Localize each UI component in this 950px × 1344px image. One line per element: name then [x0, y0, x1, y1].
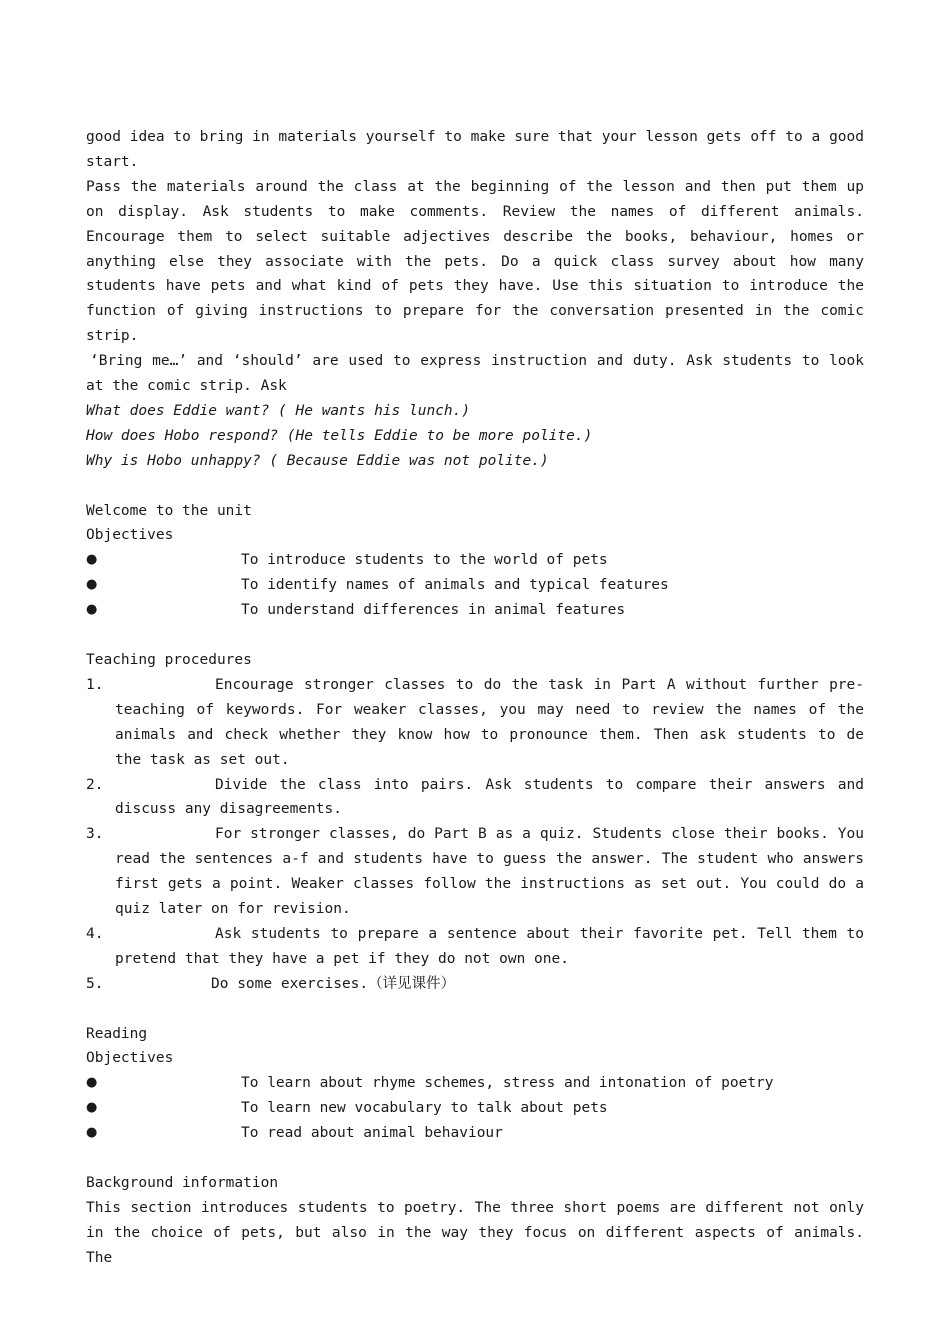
spacer — [86, 474, 864, 499]
bullet-icon: ● — [86, 602, 98, 618]
procedures-label: Teaching procedures — [86, 652, 252, 668]
objective-text: To learn about rhyme schemes, stress and intonation of poetry — [241, 1075, 774, 1092]
objective-text: To identify names of animals and typical features — [241, 577, 669, 594]
objective-item — [86, 1096, 864, 1121]
objectives-label: Objectives — [86, 1050, 174, 1067]
intro-paragraph-1: good idea to bring in materials yourself to make sure that your lesson gets off to a good start. — [86, 129, 864, 170]
objective-item — [86, 598, 864, 623]
comic-question-1: What does Eddie want? ( He wants his lunch.) — [86, 402, 471, 419]
procedure-number: 1. — [86, 676, 104, 693]
procedure-number: 5. — [86, 975, 104, 992]
background-label: Background information — [86, 1175, 279, 1191]
procedure-number: 3. — [86, 826, 104, 843]
procedure-item — [86, 673, 864, 773]
comic-question-2: How does Hobo respond? (He tells Eddie to be more polite.) — [86, 427, 593, 444]
background-paragraph: This section introduces students to poetry. The three short poems are different not only in the choice of pets, but also in the way they focus on different aspects of animals. The — [86, 1199, 864, 1266]
objective-text: To read about animal behaviour — [241, 1125, 503, 1142]
spacer — [86, 623, 864, 648]
objective-text: To learn new vocabulary to talk about pets — [241, 1100, 608, 1117]
procedure-text: For stronger classes, do Part B as a quiz. Students close their books. You read the sentences a-f and students have to guess the answer. The student who answers first gets a point. Weaker classes follow the instructions as set out. You could do a quiz later on for revision. — [115, 826, 864, 918]
document-page — [86, 125, 864, 1271]
section-title-reading: Reading — [86, 1025, 148, 1042]
intro-paragraph-2: Pass the materials around the class at the beginning of the lesson and then put them up on display. Ask students to make comments. Review the names of different animals. Encourage them to select suitable adjectives describe the books, behaviour, homes or anything else they associate with the pets. Do a quick class survey about how many students have pets and what kind of pets they have. Use this situation to introduce the function of giving instructions to prepare for the conversation presented in the comic strip. — [86, 178, 864, 345]
spacer — [86, 997, 864, 1022]
procedure-item — [86, 972, 864, 997]
bullet-icon: ● — [86, 577, 98, 593]
bullet-icon: ● — [86, 552, 98, 568]
objectives-label: Objectives — [86, 527, 174, 544]
objective-text: To introduce students to the world of pets — [241, 552, 608, 569]
intro-paragraph-3: ‘Bring me…’ and ‘should’ are used to express instruction and duty. Ask students to look at the comic strip. Ask — [86, 353, 864, 395]
comic-question-3: Why is Hobo unhappy? ( Because Eddie was not polite.) — [86, 452, 549, 469]
spacer — [86, 1146, 864, 1171]
bullet-icon: ● — [86, 1100, 98, 1116]
section-title-welcome: Welcome to the unit — [86, 502, 252, 519]
bullet-icon: ● — [86, 1075, 98, 1091]
objective-text: To understand differences in animal features — [241, 602, 626, 619]
objective-item — [86, 548, 864, 573]
procedure-text: Do some exercises.（详见课件） — [211, 975, 456, 992]
bullet-icon: ● — [86, 1125, 98, 1141]
procedure-item — [86, 922, 864, 972]
objective-item — [86, 1121, 864, 1146]
procedure-item — [86, 773, 864, 823]
procedure-number: 2. — [86, 776, 104, 793]
objective-item — [86, 1071, 864, 1096]
procedure-number: 4. — [86, 925, 104, 942]
procedure-text: Encourage stronger classes to do the task in Part A without further pre-teaching of keywords. For weaker classes, you may need to review the names of the animals and check whether they know how to pronounce them. Then ask students to de the task as set out. — [115, 676, 864, 768]
objective-item — [86, 573, 864, 598]
procedure-text: Divide the class into pairs. Ask students to compare their answers and discuss any disagreements. — [115, 776, 864, 818]
procedure-item — [86, 822, 864, 922]
procedure-text: Ask students to prepare a sentence about their favorite pet. Tell them to pretend that they have a pet if they do not own one. — [115, 925, 864, 967]
